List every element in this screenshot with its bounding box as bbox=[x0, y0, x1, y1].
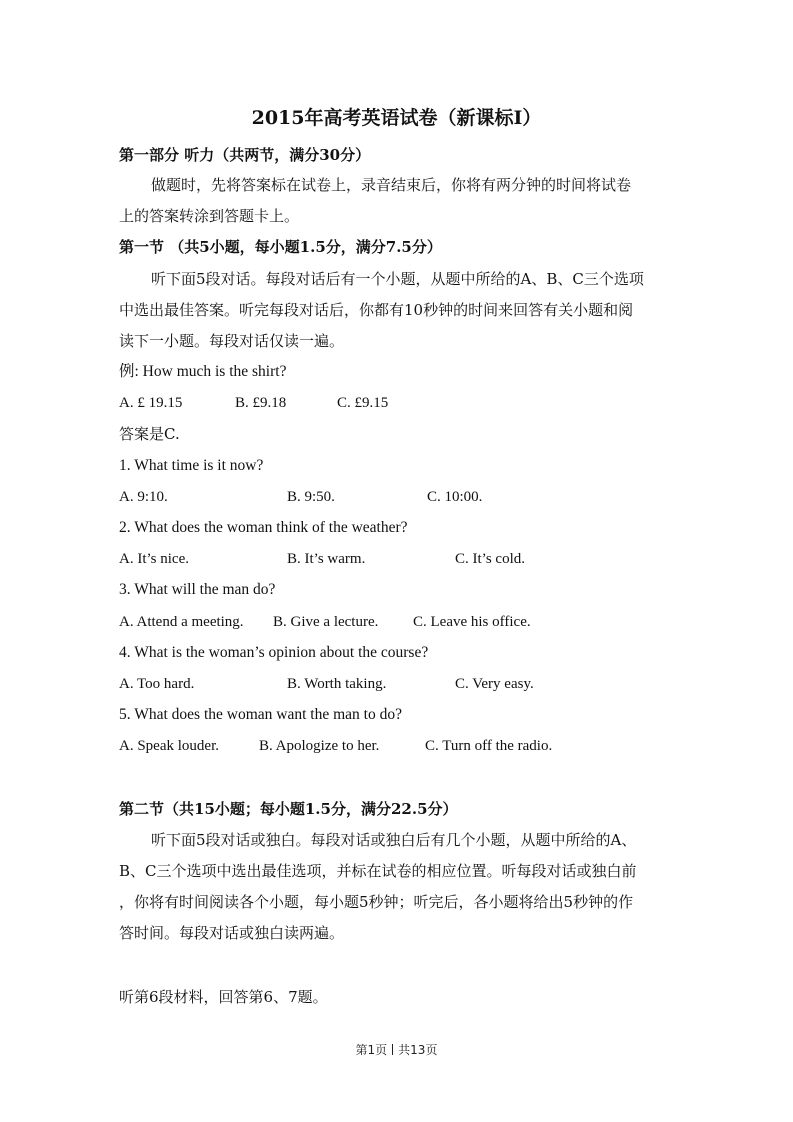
section1-intro-line: 读下一小题。每段对话仅读一遍。 bbox=[119, 332, 345, 350]
section2-intro-line: 答时间。每段对话或独白读两遍。 bbox=[119, 924, 345, 942]
question-5-option-c: C. Turn off the radio. bbox=[425, 738, 553, 754]
footer-divider bbox=[392, 1044, 393, 1055]
question-2-option-c: C. It’s cold. bbox=[455, 551, 525, 567]
example-option-a: A. £ 19.15 bbox=[119, 395, 183, 411]
question-3-option-a: A. Attend a meeting. bbox=[119, 614, 244, 630]
page-total: 共13页 bbox=[398, 1043, 438, 1057]
section1-intro-line: 中选出最佳答案。听完每段对话后，你都有10秒钟的时间来回答有关小题和阅 bbox=[119, 301, 634, 319]
section2-intro-line: 听下面5段对话或独白。每段对话或独白后有几个小题，从题中所给的A、 bbox=[151, 831, 637, 849]
question-4: 4. What is the woman’s opinion about the course? bbox=[119, 644, 429, 661]
page-title: 2015年高考英语试卷（新课标Ⅰ） bbox=[251, 107, 542, 129]
section2-heading: 第二节（共15小题；每小题1.5分，满分22.5分） bbox=[119, 800, 458, 818]
part1-heading: 第一部分 听力（共两节，满分30分） bbox=[119, 146, 371, 164]
question-3-option-b: B. Give a lecture. bbox=[273, 614, 379, 630]
question-5-option-b: B. Apologize to her. bbox=[259, 738, 380, 754]
question-1-option-b: B. 9:50. bbox=[287, 489, 335, 505]
example-option-b: B. £9.18 bbox=[235, 395, 287, 411]
question-5: 5. What does the woman want the man to do? bbox=[119, 706, 402, 723]
section2-intro-line: ，你将有时间阅读各个小题，每小题5秒钟；听完后，各小题将给出5秒钟的作 bbox=[119, 893, 634, 911]
section1-heading: 第一节 （共5小题，每小题1.5分，满分7.5分） bbox=[119, 238, 442, 256]
question-1-option-a: A. 9:10. bbox=[119, 489, 168, 505]
question-3: 3. What will the man do? bbox=[119, 581, 276, 598]
example-option-c: C. £9.15 bbox=[337, 395, 389, 411]
page-number: 第1页 bbox=[355, 1043, 388, 1057]
material-note: 听第6段材料，回答第6、7题。 bbox=[119, 988, 328, 1006]
question-4-option-c: C. Very easy. bbox=[455, 676, 534, 692]
part1-intro-line: 做题时，先将答案标在试卷上，录音结束后，你将有两分钟的时间将试卷 bbox=[151, 176, 632, 194]
example-answer: 答案是C. bbox=[119, 425, 180, 443]
example-question: 例: How much is the shirt? bbox=[119, 363, 287, 380]
part1-intro-line: 上的答案转涂到答题卡上。 bbox=[119, 207, 300, 225]
question-4-option-b: B. Worth taking. bbox=[287, 676, 387, 692]
question-1: 1. What time is it now? bbox=[119, 457, 264, 474]
question-4-option-a: A. Too hard. bbox=[119, 676, 195, 692]
page-footer bbox=[0, 1041, 793, 1058]
question-1-option-c: C. 10:00. bbox=[427, 489, 483, 505]
section1-intro-line: 听下面5段对话。每段对话后有一个小题，从题中所给的A、B、C三个选项 bbox=[151, 270, 644, 288]
question-2-option-a: A. It’s nice. bbox=[119, 551, 189, 567]
question-2: 2. What does the woman think of the weather? bbox=[119, 519, 408, 536]
question-3-option-c: C. Leave his office. bbox=[413, 614, 531, 630]
question-2-option-b: B. It’s warm. bbox=[287, 551, 366, 567]
question-5-option-a: A. Speak louder. bbox=[119, 738, 219, 754]
section2-intro-line: B、C三个选项中选出最佳选项，并标在试卷的相应位置。听每段对话或独白前 bbox=[119, 862, 637, 880]
